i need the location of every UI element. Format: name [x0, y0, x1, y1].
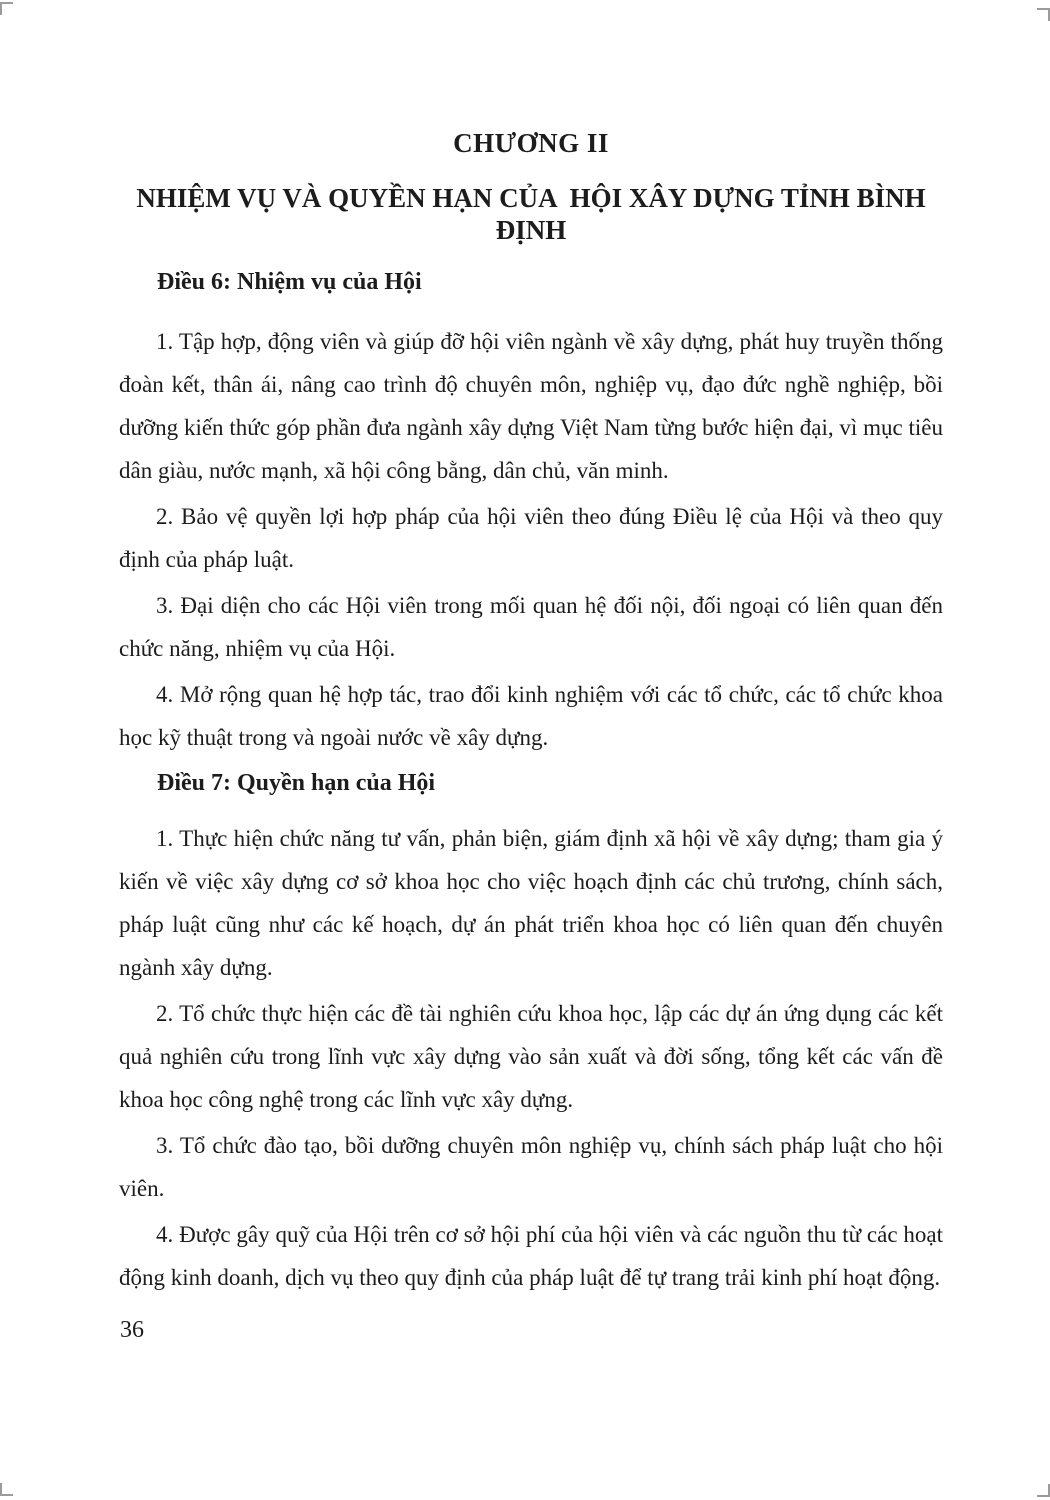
article-6-clause-1: 1. Tập hợp, động viên và giúp đỡ hội viên ngành về xây dựng, phát huy truyền thống đoàn kết, thân ái, nâng cao trình độ chuyên môn, nghiệp vụ, đạo đức nghề nghiệp, bồi dưỡng kiến thức góp phần đưa ngành xây dựng Việt Nam từng bước hiện đại, vì mục tiêu dân giàu, nước mạnh, xã hội công bằng, dân chủ, văn minh. — [119, 329, 943, 483]
article-7-clause-4: 4. Được gây quỹ của Hội trên cơ sở hội phí của hội viên và các nguồn thu từ các hoạt động kinh doanh, dịch vụ theo quy định của pháp luật để tự trang trải kinh phí hoạt động. — [119, 1222, 943, 1290]
article-7-section — [119, 769, 943, 1299]
crop-mark-top-left-icon — [0, 2, 13, 15]
page-content — [0, 128, 1050, 1345]
article-6-clause-4: 4. Mở rộng quan hệ hợp tác, trao đổi kinh nghiệm với các tổ chức, các tổ chức khoa học kỹ thuật trong và ngoài nước về xây dựng. — [119, 682, 943, 750]
chapter-heading: CHƯƠNG II — [453, 128, 609, 158]
crop-mark-bottom-left-icon — [0, 1483, 13, 1496]
article-6-clause-2: 2. Bảo vệ quyền lợi hợp pháp của hội viên theo đúng Điều lệ của Hội và theo quy định của pháp luật. — [119, 504, 943, 572]
article-7-clause-1: 1. Thực hiện chức năng tư vấn, phản biện, giám định xã hội về xây dựng; tham gia ý kiến về việc xây dựng cơ sở khoa học cho việc hoạch định các chủ trương, chính sách, pháp luật cũng như các kế hoạch, dự án phát triển khoa học có liên quan đến chuyên ngành xây dựng. — [119, 826, 943, 980]
article-6-heading: Điều 6: Nhiệm vụ của Hội — [157, 269, 422, 295]
article-6-clause-3: 3. Đại diện cho các Hội viên trong mối quan hệ đối nội, đối ngoại có liên quan đến chức năng, nhiệm vụ của Hội. — [119, 593, 943, 661]
chapter-title: NHIỆM VỤ VÀ QUYỀN HẠN CỦA HỘI XÂY DỰNG TỈNH BÌNH ĐỊNH — [136, 183, 933, 245]
page-number: 36 — [120, 1317, 144, 1343]
article-7-heading: Điều 7: Quyền hạn của Hội — [157, 770, 436, 796]
crop-mark-bottom-right-icon — [1037, 1484, 1050, 1497]
crop-mark-top-right-icon — [1037, 8, 1050, 21]
article-6-section — [119, 268, 943, 759]
article-7-clause-3: 3. Tổ chức đào tạo, bồi dưỡng chuyên môn nghiệp vụ, chính sách pháp luật cho hội viên. — [119, 1133, 943, 1201]
article-7-clause-2: 2. Tổ chức thực hiện các đề tài nghiên cứu khoa học, lập các dự án ứng dụng các kết quả nghiên cứu trong lĩnh vực xây dựng vào sản xuất và đời sống, tổng kết các vấn đề khoa học công nghệ trong các lĩnh vực xây dựng. — [119, 1001, 943, 1112]
